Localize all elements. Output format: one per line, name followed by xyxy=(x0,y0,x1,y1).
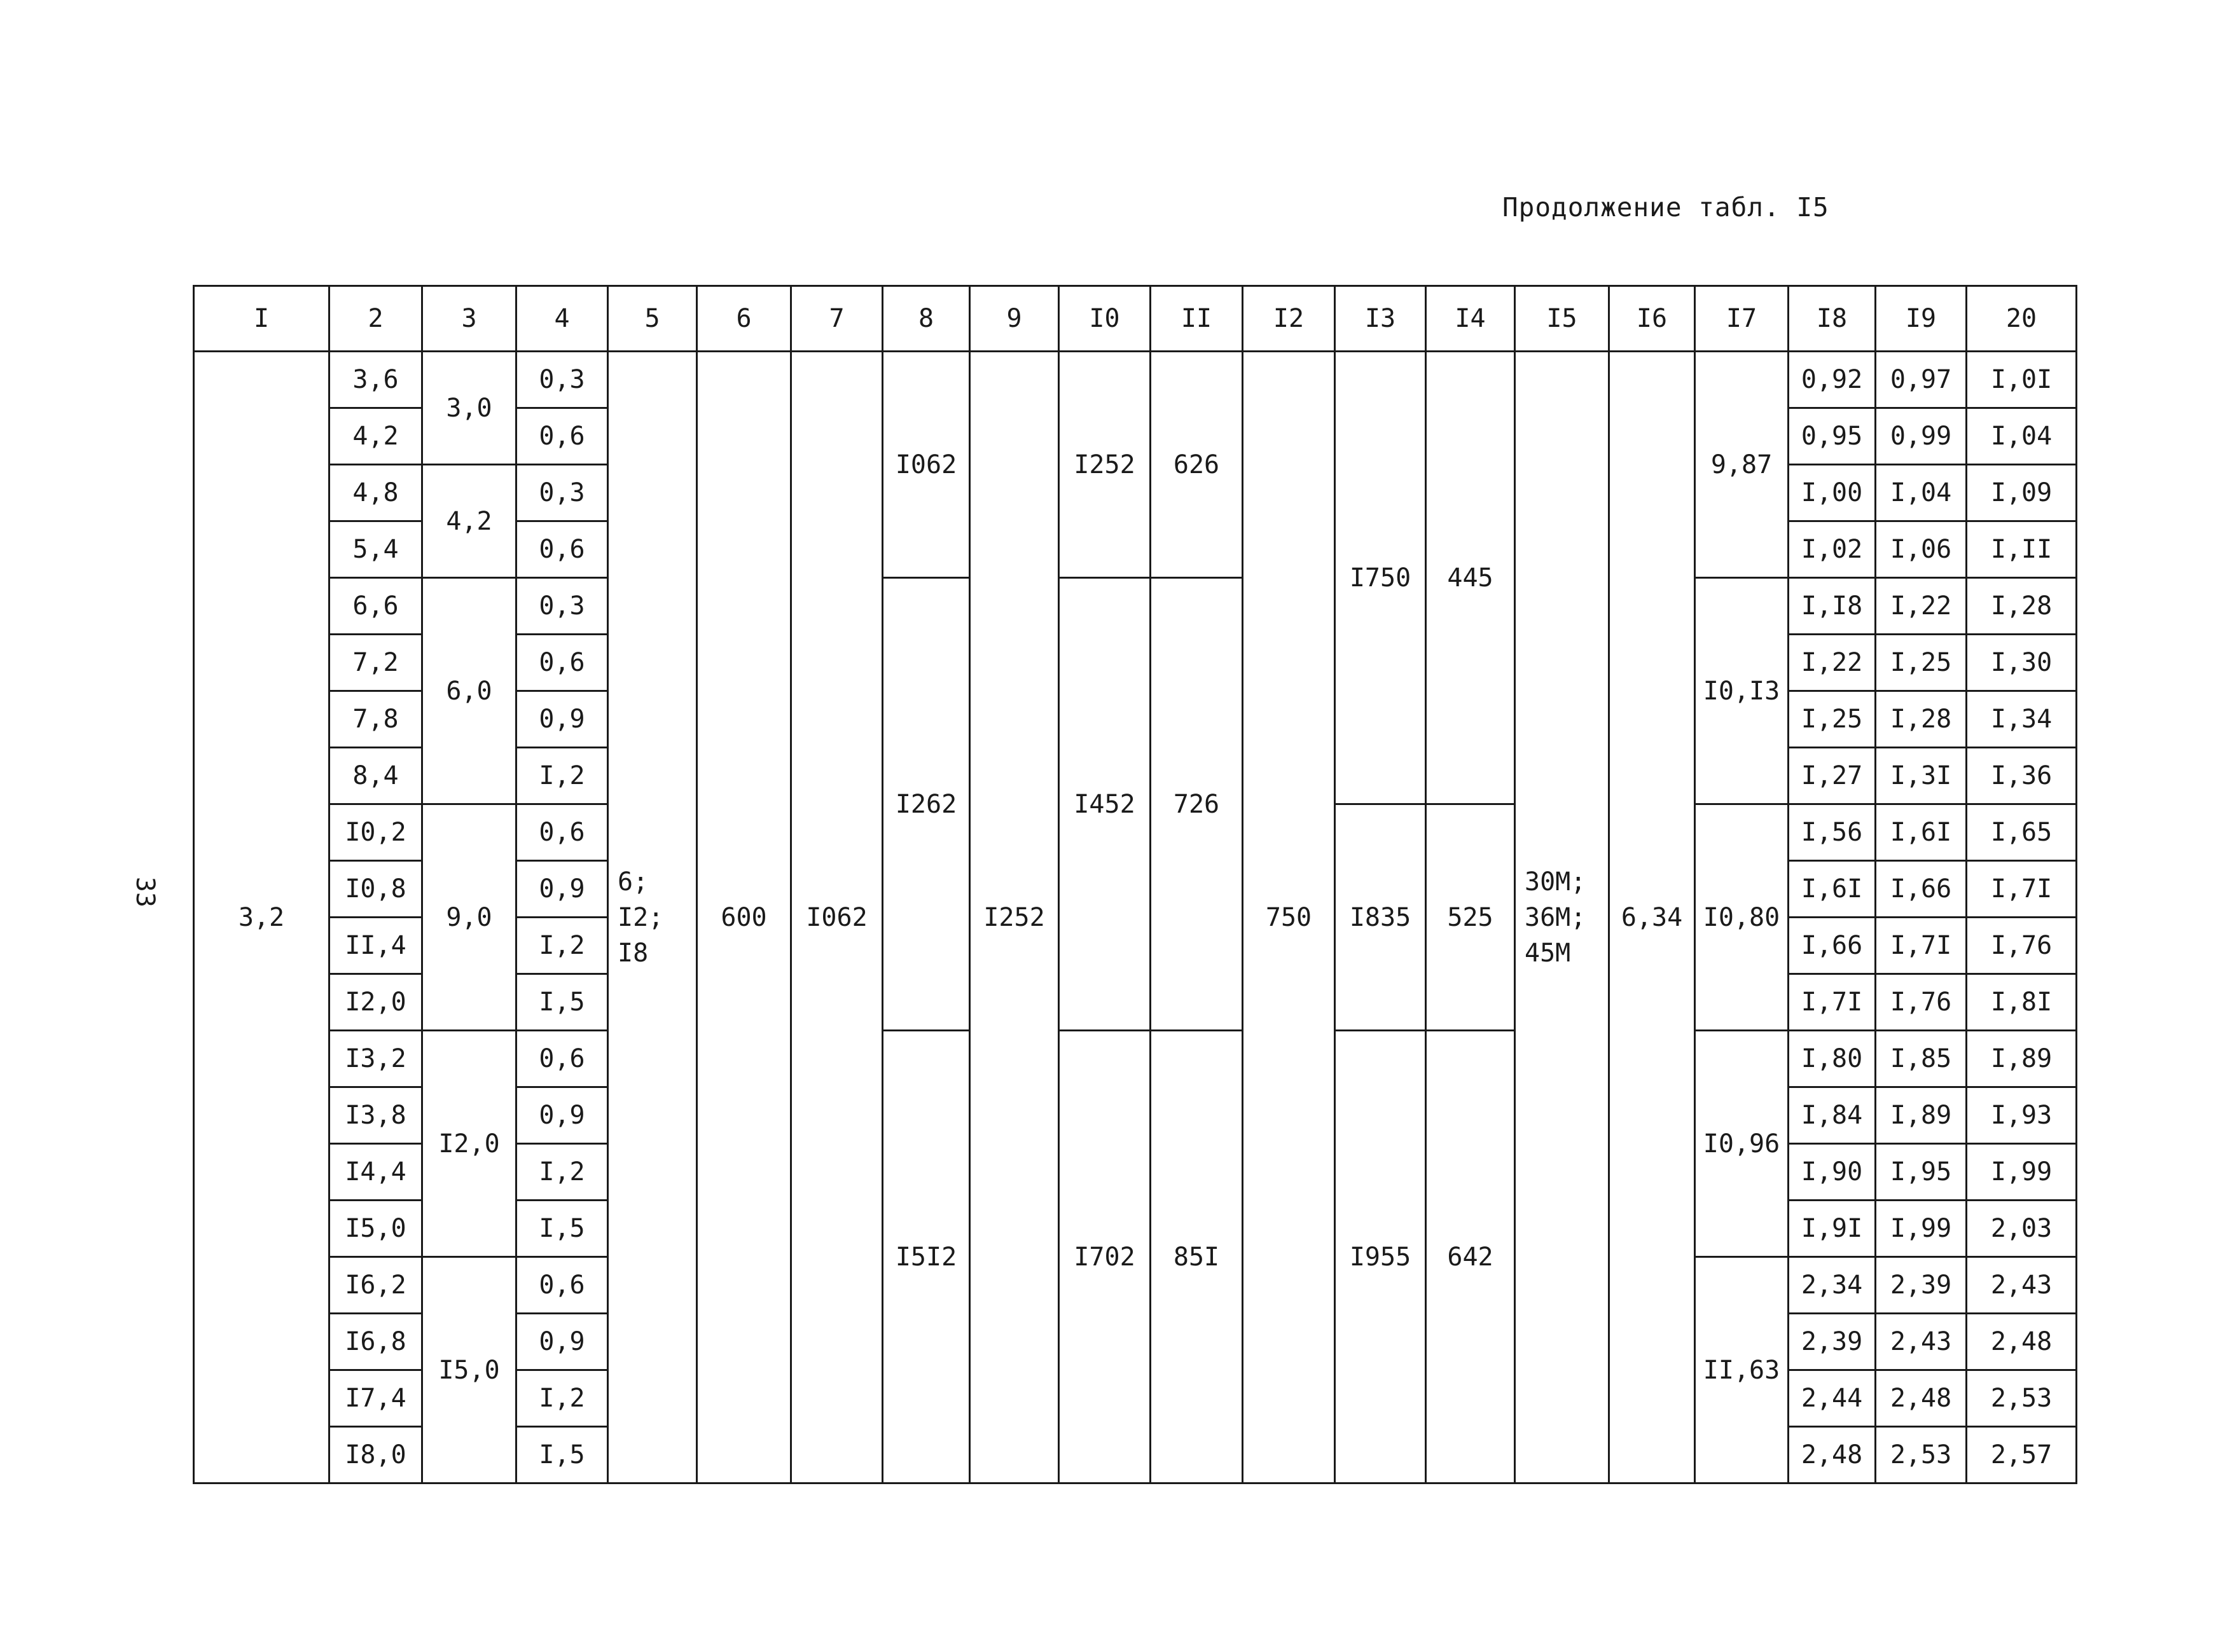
header-cell: 9 xyxy=(970,286,1059,352)
header-cell: 2 xyxy=(329,286,422,352)
table-cell: I5,0 xyxy=(329,1201,422,1257)
table-cell: I062 xyxy=(883,352,970,578)
table-cell: 3,0 xyxy=(422,352,516,465)
table-cell: 85I xyxy=(1151,1031,1243,1483)
table-cell: I,89 xyxy=(1967,1031,2077,1087)
table-cell: 0,6 xyxy=(516,1031,608,1087)
table-cell: 2,44 xyxy=(1789,1370,1876,1427)
table-cell: I,56 xyxy=(1789,804,1876,861)
table-cell: I,93 xyxy=(1967,1087,2077,1144)
table-cell: 6,34 xyxy=(1609,352,1695,1483)
table-cell: I750 xyxy=(1335,352,1426,804)
table-cell: I252 xyxy=(970,352,1059,1483)
table-cell: 0,9 xyxy=(516,1087,608,1144)
table-cell: I,84 xyxy=(1789,1087,1876,1144)
header-cell: I3 xyxy=(1335,286,1426,352)
table-cell: 0,9 xyxy=(516,861,608,918)
header-cell: I5 xyxy=(1515,286,1609,352)
table-cell: II,63 xyxy=(1695,1257,1789,1483)
table-cell: I,76 xyxy=(1876,974,1967,1031)
table-cell: I0,2 xyxy=(329,804,422,861)
header-row xyxy=(194,286,2077,352)
table-cell: I,0I xyxy=(1967,352,2077,408)
table-cell: I3,2 xyxy=(329,1031,422,1087)
table-cell: 2,03 xyxy=(1967,1201,2077,1257)
table-cell: 2,53 xyxy=(1967,1370,2077,1427)
table-cell: I,04 xyxy=(1876,465,1967,521)
table-cell: I,2 xyxy=(516,748,608,804)
table-cell: 7,8 xyxy=(329,691,422,748)
header-cell: I xyxy=(194,286,329,352)
table-cell: 600 xyxy=(697,352,791,1483)
table-cell: 4,2 xyxy=(422,465,516,578)
table-cell: II,4 xyxy=(329,918,422,974)
table-cell: I,8I xyxy=(1967,974,2077,1031)
table-cell: I835 xyxy=(1335,804,1426,1031)
table-cell: 6,0 xyxy=(422,578,516,804)
table-cell: 0,6 xyxy=(516,804,608,861)
table-row xyxy=(194,352,2077,408)
table-cell: I,22 xyxy=(1876,578,1967,635)
table-cell: I062 xyxy=(791,352,883,1483)
table-cell: I2,0 xyxy=(422,1031,516,1257)
header-cell: I2 xyxy=(1243,286,1335,352)
table-cell: I3,8 xyxy=(329,1087,422,1144)
table-cell: I,5 xyxy=(516,1427,608,1483)
header-cell: 6 xyxy=(697,286,791,352)
table-cell: I,95 xyxy=(1876,1144,1967,1201)
header-cell: 5 xyxy=(608,286,697,352)
table-cell: I,65 xyxy=(1967,804,2077,861)
table-cell: 6,6 xyxy=(329,578,422,635)
table-cell: I,7I xyxy=(1967,861,2077,918)
table-cell: I702 xyxy=(1059,1031,1151,1483)
table-cell: 30М; 36М; 45М xyxy=(1515,352,1609,1483)
table-cell: 2,34 xyxy=(1789,1257,1876,1314)
table-cell: I,85 xyxy=(1876,1031,1967,1087)
table-cell: I,90 xyxy=(1789,1144,1876,1201)
table-cell: I,36 xyxy=(1967,748,2077,804)
table-cell: I,66 xyxy=(1789,918,1876,974)
header-cell: I8 xyxy=(1789,286,1876,352)
table-row xyxy=(194,578,2077,635)
table-caption: Продолжение табл. I5 xyxy=(1502,192,1829,223)
table-cell: I,22 xyxy=(1789,635,1876,691)
table-cell: I,02 xyxy=(1789,521,1876,578)
table-cell: 5,4 xyxy=(329,521,422,578)
table-cell: 726 xyxy=(1151,578,1243,1031)
table-cell: I252 xyxy=(1059,352,1151,578)
table-cell: 0,95 xyxy=(1789,408,1876,465)
table-cell: I,2 xyxy=(516,918,608,974)
table-cell: I,89 xyxy=(1876,1087,1967,1144)
table-cell: 2,43 xyxy=(1967,1257,2077,1314)
table-cell: 3,6 xyxy=(329,352,422,408)
table-cell: 0,6 xyxy=(516,408,608,465)
table-cell: I7,4 xyxy=(329,1370,422,1427)
table-cell: I452 xyxy=(1059,578,1151,1031)
table-cell: I4,4 xyxy=(329,1144,422,1201)
table-cell: I,2 xyxy=(516,1370,608,1427)
table-cell: I,06 xyxy=(1876,521,1967,578)
data-table xyxy=(193,285,2077,1484)
table-cell: 2,48 xyxy=(1967,1314,2077,1370)
table-cell: 0,9 xyxy=(516,691,608,748)
header-cell: 8 xyxy=(883,286,970,352)
table-cell: I,5 xyxy=(516,974,608,1031)
table-cell: I,5 xyxy=(516,1201,608,1257)
table-cell: 2,39 xyxy=(1876,1257,1967,1314)
table-row xyxy=(194,1031,2077,1087)
table-cell: 0,6 xyxy=(516,635,608,691)
header-cell: 7 xyxy=(791,286,883,352)
table-cell: 626 xyxy=(1151,352,1243,578)
table-cell: 0,3 xyxy=(516,352,608,408)
table-cell: 0,6 xyxy=(516,1257,608,1314)
table-cell: I,25 xyxy=(1876,635,1967,691)
table-cell: 0,99 xyxy=(1876,408,1967,465)
header-cell: I7 xyxy=(1695,286,1789,352)
table-cell: 6; I2; I8 xyxy=(608,352,697,1483)
table-cell: 4,2 xyxy=(329,408,422,465)
table-cell: 8,4 xyxy=(329,748,422,804)
table-cell: 3,2 xyxy=(194,352,329,1483)
table-cell: I0,96 xyxy=(1695,1031,1789,1257)
table-cell: I,9I xyxy=(1789,1201,1876,1257)
table-cell: 0,3 xyxy=(516,578,608,635)
table-cell: 0,3 xyxy=(516,465,608,521)
table-cell: I,80 xyxy=(1789,1031,1876,1087)
table-cell: I5I2 xyxy=(883,1031,970,1483)
table-cell: 7,2 xyxy=(329,635,422,691)
table-cell: I,27 xyxy=(1789,748,1876,804)
table-cell: 2,57 xyxy=(1967,1427,2077,1483)
table-cell: I6,8 xyxy=(329,1314,422,1370)
page-number: 33 xyxy=(130,876,160,908)
header-cell: I9 xyxy=(1876,286,1967,352)
header-cell: I4 xyxy=(1426,286,1515,352)
header-cell: 3 xyxy=(422,286,516,352)
table-cell: I0,80 xyxy=(1695,804,1789,1031)
table-cell: I,I8 xyxy=(1789,578,1876,635)
table-cell: I8,0 xyxy=(329,1427,422,1483)
table-cell: I,7I xyxy=(1876,918,1967,974)
table-cell: 2,43 xyxy=(1876,1314,1967,1370)
table-cell: 0,92 xyxy=(1789,352,1876,408)
table-cell: 642 xyxy=(1426,1031,1515,1483)
table-cell: I2,0 xyxy=(329,974,422,1031)
table-cell: I,6I xyxy=(1789,861,1876,918)
header-cell: I6 xyxy=(1609,286,1695,352)
table-cell: I,99 xyxy=(1967,1144,2077,1201)
table-cell: 4,8 xyxy=(329,465,422,521)
table-cell: 2,39 xyxy=(1789,1314,1876,1370)
table-cell: I,25 xyxy=(1789,691,1876,748)
table-cell: I,28 xyxy=(1967,578,2077,635)
table-cell: I,76 xyxy=(1967,918,2077,974)
table-cell: I,7I xyxy=(1789,974,1876,1031)
table-cell: I,99 xyxy=(1876,1201,1967,1257)
table-cell: I,09 xyxy=(1967,465,2077,521)
table-cell: I262 xyxy=(883,578,970,1031)
table-cell: I,6I xyxy=(1876,804,1967,861)
table-cell: 750 xyxy=(1243,352,1335,1483)
header-cell: I0 xyxy=(1059,286,1151,352)
header-cell: II xyxy=(1151,286,1243,352)
table-cell: I,00 xyxy=(1789,465,1876,521)
table-cell: 9,0 xyxy=(422,804,516,1031)
table-cell: 0,97 xyxy=(1876,352,1967,408)
table-cell: I,28 xyxy=(1876,691,1967,748)
table-cell: I,3I xyxy=(1876,748,1967,804)
table-cell: 2,53 xyxy=(1876,1427,1967,1483)
table-cell: I,II xyxy=(1967,521,2077,578)
table-cell: 9,87 xyxy=(1695,352,1789,578)
header-cell: 4 xyxy=(516,286,608,352)
header-cell: 20 xyxy=(1967,286,2077,352)
table-cell: 2,48 xyxy=(1789,1427,1876,1483)
table-cell: I,04 xyxy=(1967,408,2077,465)
table-cell: I6,2 xyxy=(329,1257,422,1314)
table-cell: 2,48 xyxy=(1876,1370,1967,1427)
table-cell: I0,I3 xyxy=(1695,578,1789,804)
table-cell: 0,6 xyxy=(516,521,608,578)
table-cell: I,30 xyxy=(1967,635,2077,691)
table-cell: I,34 xyxy=(1967,691,2077,748)
table-cell: I0,8 xyxy=(329,861,422,918)
table-cell: I,66 xyxy=(1876,861,1967,918)
table-cell: 0,9 xyxy=(516,1314,608,1370)
table-cell: 525 xyxy=(1426,804,1515,1031)
table-cell: I5,0 xyxy=(422,1257,516,1483)
table-cell: I,2 xyxy=(516,1144,608,1201)
table-cell: 445 xyxy=(1426,352,1515,804)
table-cell: I955 xyxy=(1335,1031,1426,1483)
